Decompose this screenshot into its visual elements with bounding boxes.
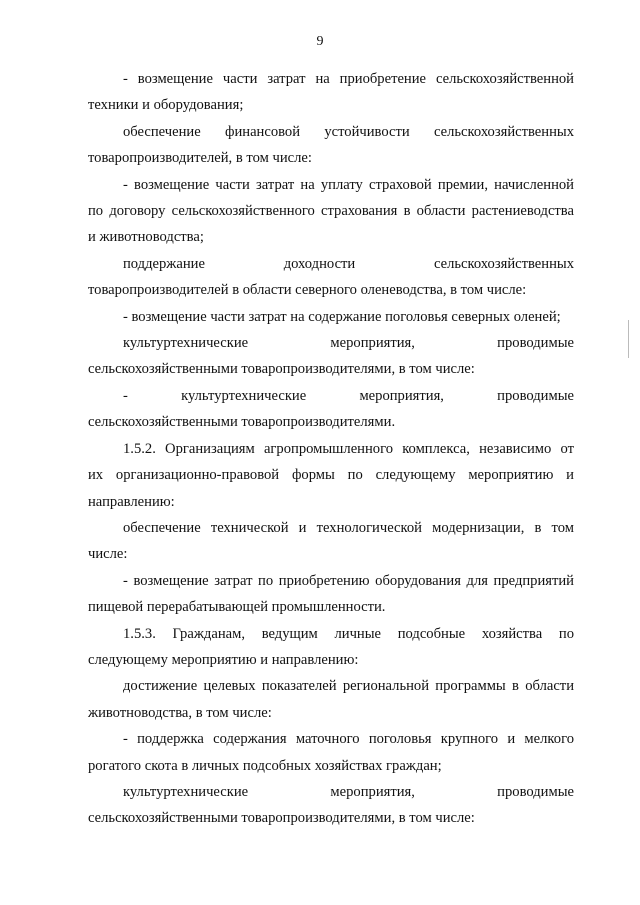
text-line: - возмещение части затрат на приобретение сельскохозяйственной [123,71,574,87]
text-line: рогатого скота в личных подсобных хозяйствах граждан; [88,757,442,774]
text-line: их организационно-правовой формы по следующему мероприятию и [88,467,574,484]
text-line: пищевой перерабатывающей промышленности. [88,599,386,616]
scan-margin-mark [628,320,629,358]
document-body [88,66,574,832]
text-line: и животноводства; [88,229,204,246]
text-line: обеспечение финансовой устойчивости сельскохозяйственных [123,123,574,140]
text-line: культуртехнические мероприятия, проводимые [123,783,574,800]
text-line: товаропроизводителей в области северного оленеводства, в том числе: [88,282,527,299]
text-line: 1.5.2. Организациям агропромышленного комплекса, независимо от [123,440,574,457]
page-number: 9 [316,34,324,49]
text-line: направлению: [88,493,175,510]
text-line: сельскохозяйственными товаропроизводителями, в том числе: [88,361,475,378]
text-line: числе: [88,546,128,563]
text-line: - возмещение части затрат на уплату страховой премии, начисленной [123,176,574,193]
text-line: по договору сельскохозяйственного страхования в области растениеводства [88,203,574,220]
text-line: животноводства, в том числе: [88,704,272,721]
text-line: обеспечение технической и технологической модернизации, в том [123,519,574,536]
text-line: поддержание доходности сельскохозяйственных [123,255,574,272]
text-line: сельскохозяйственными товаропроизводителями, в том числе: [88,810,475,827]
text-line: достижение целевых показателей региональной программы в области [123,678,574,695]
text-line: - культуртехнические мероприятия, проводимые [123,387,574,404]
text-line: - возмещение затрат по приобретению оборудования для предприятий [123,572,574,589]
text-line: сельскохозяйственными товаропроизводителями. [88,414,396,431]
text-line: товаропроизводителей, в том числе: [88,150,312,167]
text-line: техники и оборудования; [88,97,244,114]
text-line: следующему мероприятию и направлению: [88,651,359,668]
text-line: культуртехнические мероприятия, проводимые [123,335,574,352]
text-line: - возмещение части затрат на содержание поголовья северных оленей; [123,308,561,325]
text-line: 1.5.3. Гражданам, ведущим личные подсобные хозяйства по [123,625,574,642]
text-line: - поддержка содержания маточного поголовья крупного и мелкого [123,731,574,748]
